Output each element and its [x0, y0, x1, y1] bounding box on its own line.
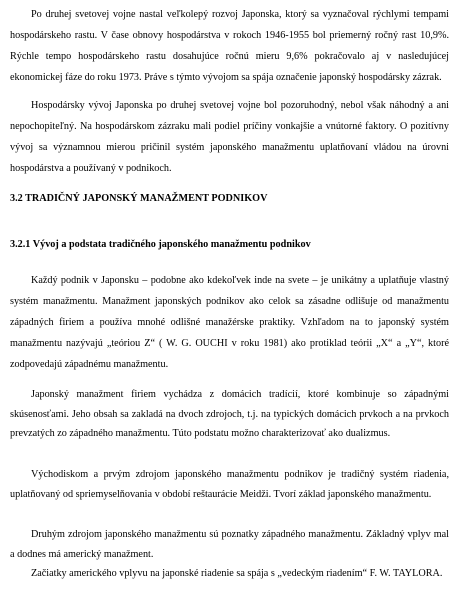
paragraph-first-source: Východiskom a prvým zdrojom japonského manažmentu podnikov je tradičný systém riadenia, uplatňovaný od spriemyselňovania v období reštaurácie Meidži. Tvorí základ japonského manažmentu.: [10, 469, 449, 500]
paragraph-dualism: Japonský manažment firiem vychádza z domácich tradícií, ktoré kombinuje so západnými skúsenosťami. Jeho obsah sa zakladá na dvoch zdrojoch, t.j. na typických domácich prvkoch a na prvkoch prevzatých zo západného manažmentu. Túto podstatu možno charakterizovať ako dualizmus.: [10, 389, 449, 439]
paragraph-second-source: Druhým zdrojom japonského manažmentu sú poznatky západného manažmentu. Základný vplyv mal a dodnes má americký manažment.: [10, 529, 449, 560]
paragraph-economic-miracle: Hospodársky vývoj Japonska po druhej svetovej vojne bol pozoruhodný, nebol však náhodný a ani nepochopiteľný. Na hospodárskom zázraku mali podiel príčiny vonkajšie a vnútorné faktory. O pozitívny vývoj sa významnou mierou pričinil systém japonského manažmentu uplatňovaní vládou na úrovni hospodárstva a používaný v podnikoch.: [10, 100, 449, 174]
paragraph-theory-z: Každý podnik v Japonsku – podobne ako kdekoľvek inde na svete – je unikátny a uplatňuje vlastný systém manažmentu. Manažment japonských podnikov ako celok sa zásadne odlišuje od manažmentu západných firiem a používa mnohé odlišné manažérske praktiky. Vzhľadom na to japonský systém manažmentu nazývajú „teóriou Z“ ( W. G. OUCHI v roku 1981) ako protiklad teórii „X“ a „Y“, ktoré zodpovedajú západnému manažmentu.: [10, 275, 449, 370]
paragraph-postwar-growth: Po druhej svetovej vojne nastal veľkolepý rozvoj Japonska, ktorý sa vyznačoval rýchlymi tempami hospodárskeho rastu. V čase obnovy hospodárstva v rokoch 1946-1955 bol priemerný ročný rast 10,9%. Rýchle tempo hospodárskeho rastu dosahujúce ročnú mieru 9,6% pokračovalo aj v nasledujúcej ekonomickej fáze do roku 1973. Práve s týmto vývojom sa spája označenie japonský hospodársky zázrak.: [10, 9, 449, 83]
section-heading: 3.2 TRADIČNÝ JAPONSKÝ MANAŽMENT PODNIKOV: [10, 193, 268, 204]
paragraph-taylor: Začiatky amerického vplyvu na japonské riadenie sa spája s „vedeckým riadením“ F. W. TAYLORA.: [31, 568, 443, 579]
subsection-heading: 3.2.1 Vývoj a podstata tradičného japonského manažmentu podnikov: [10, 239, 311, 250]
